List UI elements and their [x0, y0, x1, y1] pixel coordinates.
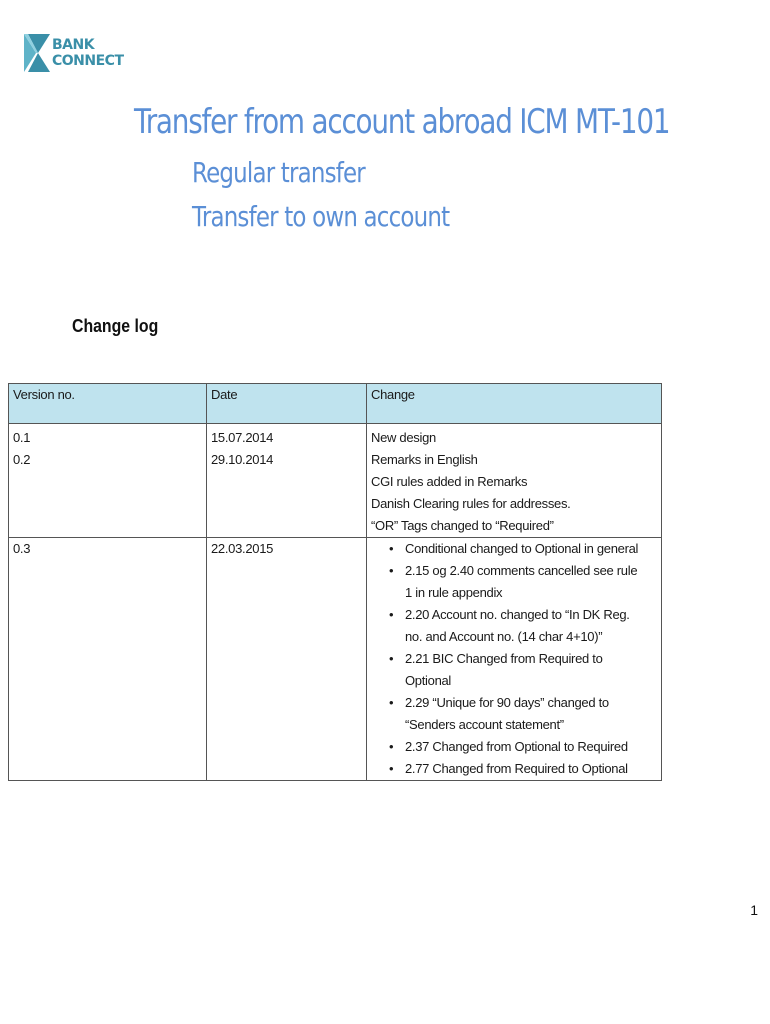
bank-connect-logo [24, 32, 124, 74]
document-subtitle-regular-transfer: Regular transfer [192, 156, 365, 189]
change-line: Danish Clearing rules for addresses. [371, 496, 571, 511]
change-log-heading: Change log [72, 316, 159, 336]
version-value: 0.1 [13, 430, 31, 445]
change-line: CGI rules added in Remarks [371, 474, 528, 489]
list-item: • 2.21 BIC Changed from Required to Optional [385, 648, 641, 692]
change-line: New design [371, 430, 436, 445]
list-item: • 2.77 Changed from Required to Optional [385, 758, 641, 780]
version-value: 0.2 [13, 452, 31, 467]
logo-text-connect: CONNECT [52, 53, 124, 69]
bank-connect-logo-icon [24, 32, 50, 74]
date-value: 15.07.2014 [211, 430, 274, 445]
version-cell [9, 538, 207, 781]
document-title: Transfer from account abroad ICM MT-101 [134, 102, 670, 142]
date-value: 22.03.2015 [211, 541, 274, 556]
date-cell [207, 538, 367, 781]
column-header-date: Date [207, 384, 367, 424]
change-cell [367, 424, 662, 538]
change-log-table [8, 383, 662, 781]
list-item: • 2.15 og 2.40 comments cancelled see rule 1 in rule appendix [385, 560, 641, 604]
change-line: Remarks in English [371, 452, 478, 467]
column-header-change: Change [367, 384, 662, 424]
change-log-header-row [9, 384, 662, 424]
list-item: • 2.29 “Unique for 90 days” changed to “Senders account statement” [385, 692, 641, 736]
page-number: 1 [750, 902, 758, 918]
date-value: 29.10.2014 [211, 452, 274, 467]
list-item: • 2.37 Changed from Optional to Required [385, 736, 641, 758]
column-header-version: Version no. [9, 384, 207, 424]
change-cell [367, 538, 662, 781]
document-subtitle-own-account: Transfer to own account [192, 200, 450, 233]
list-item: • Conditional changed to Optional in general [385, 538, 641, 560]
table-row [9, 538, 662, 781]
table-row [9, 424, 662, 538]
logo-text-bank: BANK [52, 37, 95, 53]
change-line: “OR” Tags changed to “Required” [371, 518, 554, 533]
version-value: 0.3 [13, 541, 31, 556]
logo-wordmark [52, 37, 124, 69]
date-cell [207, 424, 367, 538]
change-bullet-list [371, 538, 657, 780]
list-item: • 2.20 Account no. changed to “In DK Reg. no. and Account no. (14 char 4+10)” [385, 604, 641, 648]
version-cell [9, 424, 207, 538]
